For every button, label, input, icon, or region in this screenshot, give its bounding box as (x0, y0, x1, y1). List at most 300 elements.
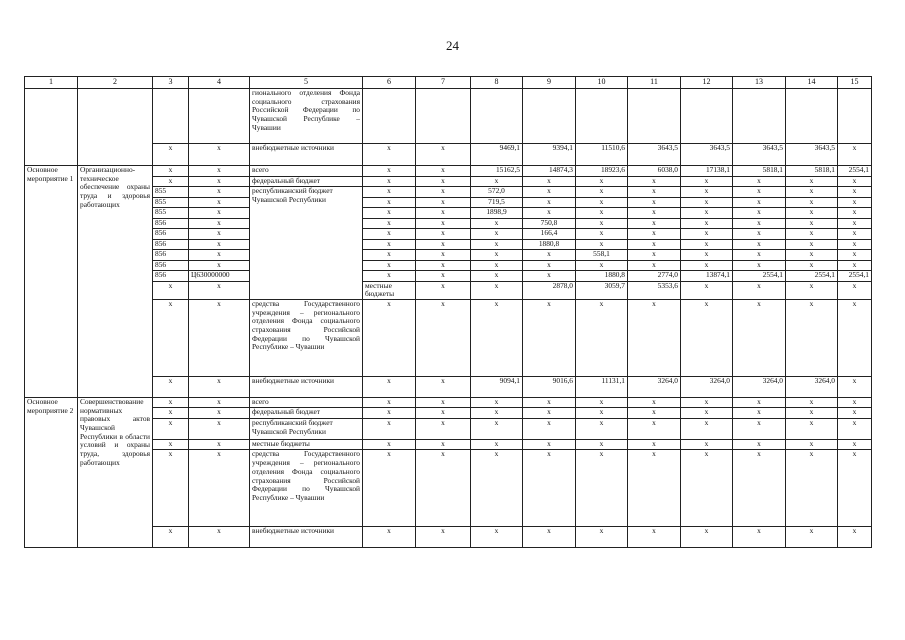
table-cell: х (471, 176, 523, 187)
table-row (25, 299, 872, 376)
table-cell: х (363, 187, 416, 198)
table-cell: х (153, 418, 189, 439)
table-cell (523, 89, 576, 144)
table-cell: х (523, 260, 576, 271)
table-cell: х (681, 439, 733, 450)
table-row (25, 527, 872, 548)
table-cell: х (471, 281, 523, 299)
table-cell: республиканский бюджет Чувашской Республики (250, 418, 363, 439)
table-cell: х (189, 408, 250, 419)
table-cell: х (681, 281, 733, 299)
column-header: 11 (628, 77, 681, 89)
column-header: 8 (471, 77, 523, 89)
table-cell: х (153, 450, 189, 527)
table-row (25, 187, 872, 198)
table-cell: х (838, 176, 872, 187)
table-row (25, 166, 872, 177)
table-cell: х (416, 271, 471, 282)
table-row (25, 208, 872, 219)
table-cell (78, 89, 153, 166)
table-cell: х (416, 418, 471, 439)
table-cell: х (838, 144, 872, 166)
table-row (25, 281, 872, 299)
table-cell: х (363, 418, 416, 439)
table-cell (153, 89, 189, 144)
table-cell: х (189, 281, 250, 299)
table-cell: х (189, 260, 250, 271)
table-cell: Совершенствование нормативных правовых актов Чувашской Республики в области условий и охраны труда, здоровья работающих (78, 397, 153, 548)
table-cell: х (733, 197, 786, 208)
table-cell (25, 89, 78, 166)
table-cell: х (523, 439, 576, 450)
table-cell: х (153, 281, 189, 299)
table-cell: х (416, 218, 471, 229)
table-cell: 17138,1 (681, 166, 733, 177)
table-cell: 11131,1 (576, 376, 628, 397)
table-cell: х (576, 187, 628, 198)
table-cell: х (786, 397, 838, 408)
table-cell: х (471, 250, 523, 261)
table-cell: х (681, 218, 733, 229)
table-cell: федеральный бюджет (250, 176, 363, 187)
table-cell: х (363, 218, 416, 229)
table-cell (838, 89, 872, 144)
table-cell: х (838, 376, 872, 397)
column-header: 1 (25, 77, 78, 89)
table-cell: х (416, 197, 471, 208)
table-body (25, 89, 872, 548)
table-cell: х (153, 397, 189, 408)
table-cell: 1880,8 (576, 271, 628, 282)
column-header: 4 (189, 77, 250, 89)
table-cell: х (416, 144, 471, 166)
table-cell: 15162,5 (471, 166, 523, 177)
table-cell: х (681, 250, 733, 261)
table-row (25, 271, 872, 282)
table-row (25, 260, 872, 271)
table-cell: х (628, 197, 681, 208)
table-cell: х (471, 450, 523, 527)
table-cell: 5818,1 (786, 166, 838, 177)
table-cell: х (363, 166, 416, 177)
table-cell (681, 89, 733, 144)
table-cell: х (523, 397, 576, 408)
table-cell: х (628, 250, 681, 261)
table-cell: х (786, 176, 838, 187)
table-cell: х (189, 418, 250, 439)
table-cell: х (681, 299, 733, 376)
table-cell: 166,4 (523, 229, 576, 240)
table-cell: х (523, 450, 576, 527)
table-cell: х (628, 218, 681, 229)
table-cell: х (416, 299, 471, 376)
table-cell: 855 (153, 208, 189, 219)
table-cell: 9469,1 (471, 144, 523, 166)
table-cell: 855 (153, 197, 189, 208)
table-cell: х (576, 450, 628, 527)
table-cell: х (838, 239, 872, 250)
table-cell: х (416, 527, 471, 548)
table-cell: х (681, 450, 733, 527)
table-cell: х (681, 408, 733, 419)
table-cell: 11510,6 (576, 144, 628, 166)
table-cell: 3059,7 (576, 281, 628, 299)
table-cell: х (681, 229, 733, 240)
table-cell: 855 (153, 187, 189, 198)
table-cell: х (153, 527, 189, 548)
table-cell: х (416, 239, 471, 250)
table-cell: х (628, 260, 681, 271)
table-cell: х (576, 439, 628, 450)
table-cell: х (363, 299, 416, 376)
table-cell: х (576, 197, 628, 208)
table-cell: средства Государственного учреждения – регионального отделения Фонда социального страхования Российской Федерации по Чувашской Республике – Чувашии (250, 299, 363, 376)
table-cell: х (189, 187, 250, 198)
table-cell: х (681, 260, 733, 271)
column-header: 9 (523, 77, 576, 89)
table-cell: х (363, 450, 416, 527)
table-cell: х (523, 271, 576, 282)
page-number: 24 (446, 38, 459, 53)
table-cell: х (628, 450, 681, 527)
table-cell: 2774,0 (628, 271, 681, 282)
table-cell: х (628, 176, 681, 187)
table-cell: х (838, 450, 872, 527)
table-cell: федеральный бюджет (250, 408, 363, 419)
table-cell: х (838, 527, 872, 548)
table-cell: х (838, 418, 872, 439)
table-cell: х (576, 527, 628, 548)
table-cell: х (189, 450, 250, 527)
table-cell: х (153, 376, 189, 397)
table-cell: х (523, 250, 576, 261)
table-cell: Организационно-техническое обеспечение охраны труда и здоровья работающих (78, 166, 153, 398)
table-cell: х (733, 408, 786, 419)
table-cell: х (189, 166, 250, 177)
table-cell: х (786, 208, 838, 219)
table-row (25, 197, 872, 208)
table-cell: х (471, 229, 523, 240)
table-cell: х (189, 527, 250, 548)
table-row (25, 397, 872, 408)
table-cell: 2878,0 (523, 281, 576, 299)
table-cell: х (189, 176, 250, 187)
table-row (25, 376, 872, 397)
table-cell: х (733, 218, 786, 229)
table-cell: 3264,0 (786, 376, 838, 397)
table-cell: х (838, 408, 872, 419)
table-cell: х (363, 144, 416, 166)
table-cell: х (363, 229, 416, 240)
table-cell (628, 89, 681, 144)
table-cell: 3264,0 (733, 376, 786, 397)
table-cell: х (416, 229, 471, 240)
table-cell: х (363, 408, 416, 419)
table-cell: х (733, 208, 786, 219)
table-cell: х (416, 176, 471, 187)
table-cell: х (681, 397, 733, 408)
table-cell: х (786, 439, 838, 450)
table-cell: 9016,6 (523, 376, 576, 397)
table-cell: х (189, 144, 250, 166)
table-cell: 14874,3 (523, 166, 576, 177)
column-header: 13 (733, 77, 786, 89)
table-cell: х (733, 281, 786, 299)
table-row (25, 439, 872, 450)
table-cell: х (471, 408, 523, 419)
table-cell: х (153, 166, 189, 177)
table-cell: х (733, 250, 786, 261)
table-cell: х (576, 239, 628, 250)
table-cell (189, 89, 250, 144)
table-cell: х (786, 527, 838, 548)
table-cell: х (786, 197, 838, 208)
table-cell: х (838, 218, 872, 229)
table-cell: х (628, 439, 681, 450)
table-cell: х (189, 208, 250, 219)
table-cell: Основное мероприятие 2 (25, 397, 78, 548)
table-cell: всего (250, 166, 363, 177)
column-header: 2 (78, 77, 153, 89)
table-cell: Основное мероприятие 1 (25, 166, 78, 398)
table-cell: х (838, 299, 872, 376)
table-cell: х (733, 187, 786, 198)
table-cell: х (363, 260, 416, 271)
table-cell: х (628, 208, 681, 219)
table-cell: х (838, 281, 872, 299)
table-cell (786, 89, 838, 144)
table-cell: х (733, 418, 786, 439)
table-cell: 2554,1 (838, 166, 872, 177)
table-cell: х (189, 218, 250, 229)
table-cell: х (363, 176, 416, 187)
table-cell: х (786, 239, 838, 250)
table-cell: х (363, 250, 416, 261)
table-cell: х (471, 218, 523, 229)
column-header: 3 (153, 77, 189, 89)
table-cell (416, 89, 471, 144)
table-cell: х (416, 187, 471, 198)
table-header (25, 77, 872, 89)
table-cell: 6038,0 (628, 166, 681, 177)
table-cell: местные бюджеты (363, 281, 416, 299)
table-cell: х (471, 299, 523, 376)
table-cell: х (471, 397, 523, 408)
table-cell: х (416, 208, 471, 219)
table-row (25, 218, 872, 229)
table-cell: х (576, 176, 628, 187)
table-cell: х (416, 281, 471, 299)
table-cell: х (733, 527, 786, 548)
table-cell: х (576, 260, 628, 271)
table-cell: 558,1 (576, 250, 628, 261)
table-cell: х (576, 408, 628, 419)
budget-table (24, 76, 872, 548)
table-cell (471, 89, 523, 144)
column-header: 5 (250, 77, 363, 89)
table-cell: х (576, 418, 628, 439)
table-cell: х (733, 229, 786, 240)
table-cell: х (733, 439, 786, 450)
table-cell: внебюджетные источники (250, 376, 363, 397)
table-cell: х (363, 197, 416, 208)
table-row (25, 176, 872, 187)
table-cell: х (838, 439, 872, 450)
table-cell: х (189, 250, 250, 261)
table-cell: х (189, 197, 250, 208)
table-row (25, 408, 872, 419)
column-header: 12 (681, 77, 733, 89)
table-cell: х (628, 408, 681, 419)
table-row (25, 144, 872, 166)
table-cell: 1898,9 (471, 208, 523, 219)
table-cell: х (523, 197, 576, 208)
table-cell: 572,0 (471, 187, 523, 198)
table-cell: х (838, 260, 872, 271)
table-cell: х (153, 144, 189, 166)
table-cell: х (628, 418, 681, 439)
table-cell: х (681, 239, 733, 250)
table-cell: х (786, 250, 838, 261)
table-cell: х (153, 176, 189, 187)
table-cell: х (681, 418, 733, 439)
table-cell: х (523, 299, 576, 376)
table-cell: х (363, 376, 416, 397)
table-cell: 18923,6 (576, 166, 628, 177)
table-cell: 3643,5 (628, 144, 681, 166)
table-row (25, 450, 872, 527)
table-row (25, 229, 872, 240)
table-cell: 5353,6 (628, 281, 681, 299)
header-row (25, 77, 872, 89)
table-cell: х (786, 408, 838, 419)
table-cell: 719,5 (471, 197, 523, 208)
table-cell: местные бюджеты (250, 439, 363, 450)
table-cell: 2554,1 (838, 271, 872, 282)
table-cell: х (733, 176, 786, 187)
table-cell: х (363, 239, 416, 250)
table-cell (363, 89, 416, 144)
table-cell: республиканский бюджет Чувашской Республики (250, 187, 363, 300)
column-header: 14 (786, 77, 838, 89)
table-cell: х (523, 408, 576, 419)
table-cell: х (838, 187, 872, 198)
table-cell: х (416, 376, 471, 397)
table-cell: 5818,1 (733, 166, 786, 177)
table-cell: х (416, 408, 471, 419)
table-cell: х (471, 260, 523, 271)
table-cell: х (576, 229, 628, 240)
table-cell: х (363, 439, 416, 450)
table-cell: х (416, 260, 471, 271)
table-cell: х (416, 397, 471, 408)
table-cell: х (838, 229, 872, 240)
table-cell: всего (250, 397, 363, 408)
table-cell: гионального отделения Фонда социального страхования Российской Федерации по Чувашской Республике – Чувашии (250, 89, 363, 144)
table-cell: 3264,0 (681, 376, 733, 397)
table-cell: х (523, 176, 576, 187)
table-cell: 856 (153, 239, 189, 250)
table-cell: х (786, 229, 838, 240)
table-cell: х (523, 527, 576, 548)
column-header: 15 (838, 77, 872, 89)
table-cell: х (363, 527, 416, 548)
table-cell: х (733, 239, 786, 250)
table-cell: х (628, 229, 681, 240)
column-header: 10 (576, 77, 628, 89)
table-cell: х (681, 197, 733, 208)
table-cell: 856 (153, 250, 189, 261)
table-cell: х (838, 397, 872, 408)
table-cell: 1880,8 (523, 239, 576, 250)
table-cell: х (786, 187, 838, 198)
table-row (25, 418, 872, 439)
table-cell: х (523, 208, 576, 219)
table-cell: х (733, 397, 786, 408)
table-cell: 2554,1 (786, 271, 838, 282)
table-cell: х (153, 408, 189, 419)
table-cell: х (786, 218, 838, 229)
table-cell: х (189, 376, 250, 397)
table-cell: х (416, 166, 471, 177)
table-cell: х (628, 397, 681, 408)
table-cell: х (416, 450, 471, 527)
table-cell: х (838, 250, 872, 261)
table-cell (576, 89, 628, 144)
table-cell: х (576, 218, 628, 229)
table-cell: Ц630000000 (189, 271, 250, 282)
table-cell: х (363, 271, 416, 282)
table-cell: 3643,5 (681, 144, 733, 166)
table-cell: х (786, 450, 838, 527)
table-cell: 750,8 (523, 218, 576, 229)
table-cell: х (628, 239, 681, 250)
table-cell: х (838, 197, 872, 208)
table-cell: х (471, 527, 523, 548)
table-cell: х (838, 208, 872, 219)
table-cell: х (363, 208, 416, 219)
table-cell: х (416, 439, 471, 450)
table-cell: х (681, 176, 733, 187)
table-cell: х (681, 208, 733, 219)
table-cell: 856 (153, 260, 189, 271)
table-cell: х (471, 439, 523, 450)
table-cell: 3643,5 (786, 144, 838, 166)
table-cell: х (189, 299, 250, 376)
table-cell: х (576, 397, 628, 408)
table-cell: х (471, 418, 523, 439)
table-cell: 9394,1 (523, 144, 576, 166)
table-cell: х (733, 299, 786, 376)
table-cell: х (523, 187, 576, 198)
column-header: 6 (363, 77, 416, 89)
table-cell: х (471, 239, 523, 250)
table-cell: х (363, 397, 416, 408)
table-cell: х (733, 450, 786, 527)
table-row (25, 250, 872, 261)
table-cell: 856 (153, 218, 189, 229)
table-cell: 856 (153, 271, 189, 282)
table-cell: х (576, 299, 628, 376)
table-cell: х (153, 439, 189, 450)
table-cell: х (523, 418, 576, 439)
table-cell: 13874,1 (681, 271, 733, 282)
table-cell: х (786, 418, 838, 439)
table-cell: внебюджетные источники (250, 527, 363, 548)
table-row (25, 239, 872, 250)
table-cell: 9094,1 (471, 376, 523, 397)
column-header: 7 (416, 77, 471, 89)
